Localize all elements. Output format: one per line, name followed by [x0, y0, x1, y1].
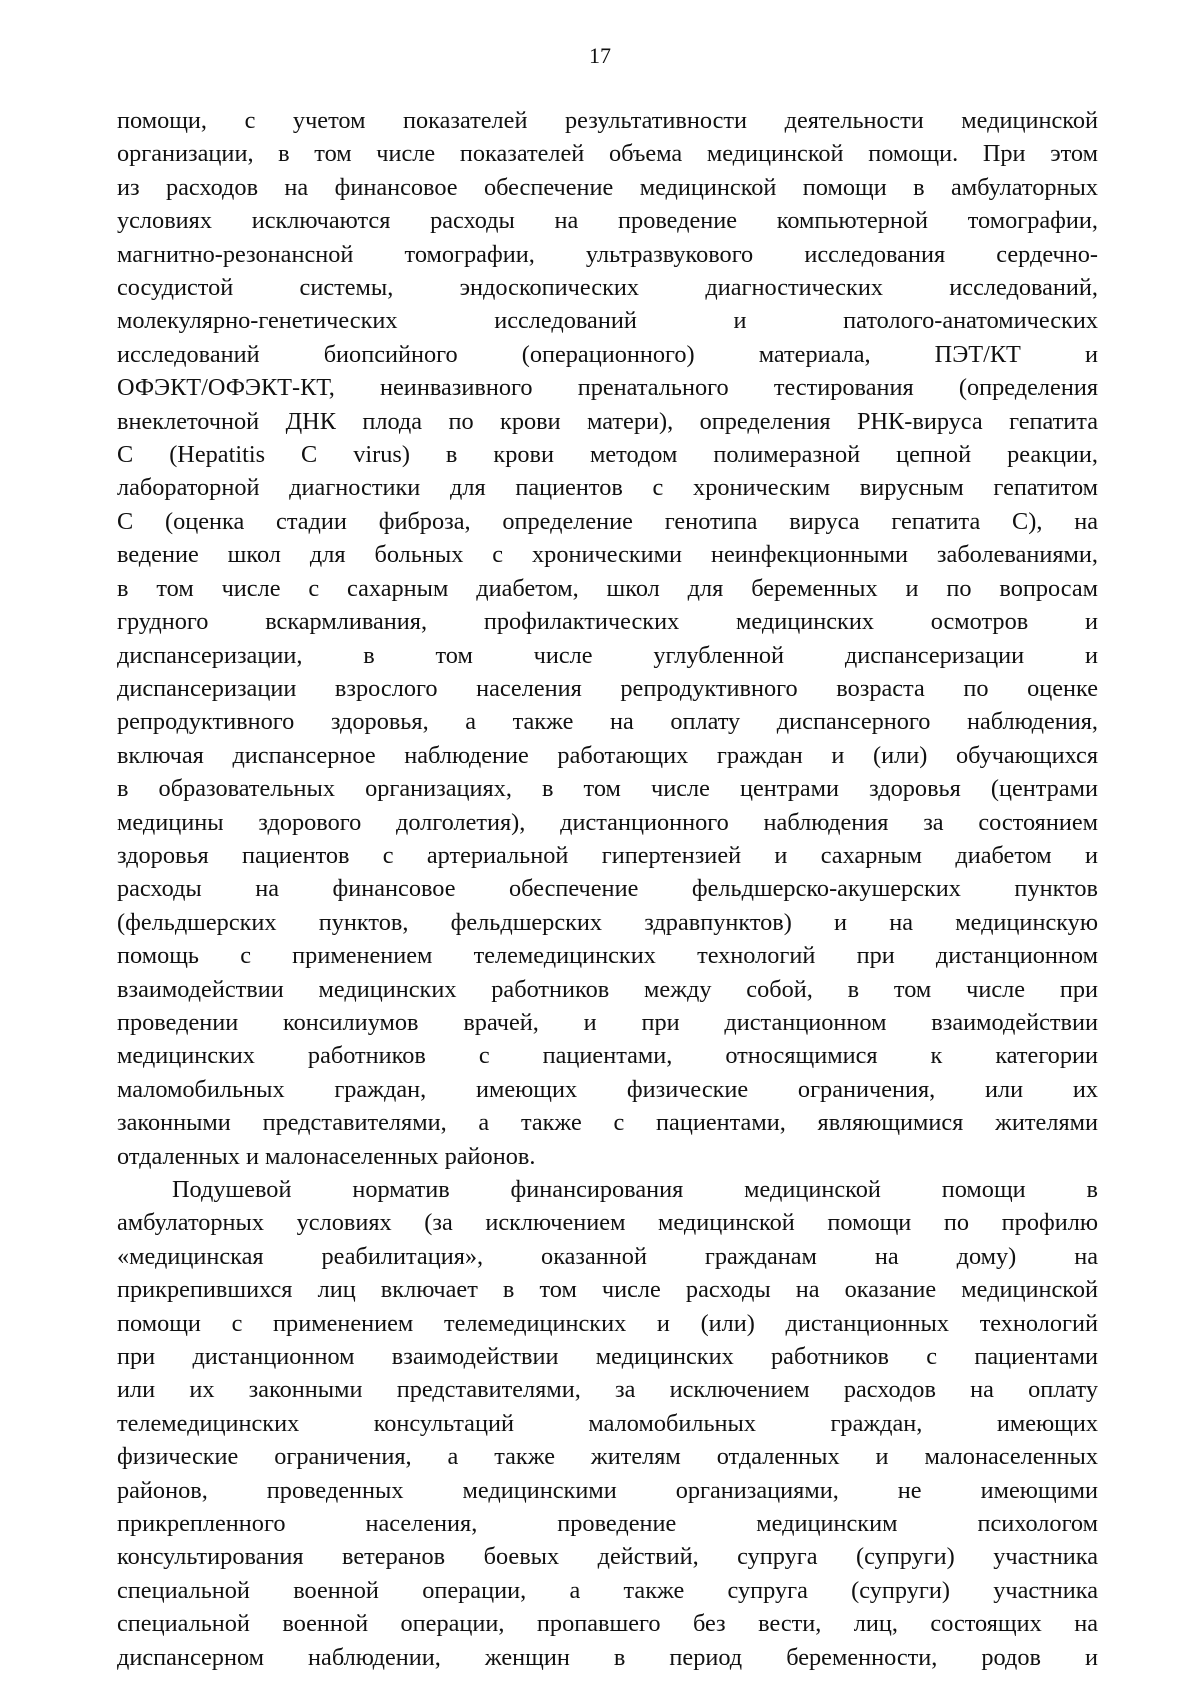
text-line: организации, в том числе показателей объема медицинской помощи. При этом — [117, 140, 1098, 168]
text-line: помощи, с учетом показателей результативности деятельности медицинской — [117, 107, 1098, 134]
text-line: помощь с применением телемедицинских технологий при дистанционном — [117, 942, 1098, 970]
text-line: прикрепленного населения, проведение медицинским психологом — [117, 1510, 1098, 1538]
text-line: внеклеточной ДНК плода по крови матери), определения РНК-вируса гепатита — [117, 407, 1098, 435]
text-line: амбулаторных условиях (за исключением медицинской помощи по профилю — [117, 1209, 1098, 1237]
text-line: консультирования ветеранов боевых действий, супруга (супруги) участника — [117, 1543, 1098, 1571]
text-line: диспансеризации взрослого населения репродуктивного возраста по оценке — [117, 674, 1098, 702]
text-line: грудного вскармливания, профилактических медицинских осмотров и — [117, 608, 1098, 636]
text-line: проведении консилиумов врачей, и при дистанционном взаимодействии — [117, 1008, 1098, 1036]
text-line: специальной военной операции, пропавшего без вести, лиц, состоящих на — [117, 1610, 1098, 1638]
text-line: физические ограничения, а также жителям отдаленных и малонаселенных — [117, 1443, 1098, 1471]
page-number: 17 — [589, 43, 611, 68]
text-line: условиях исключаются расходы на проведение компьютерной томографии, — [117, 207, 1098, 235]
text-line: или их законными представителями, за исключением расходов на оплату — [117, 1376, 1098, 1404]
text-line: медицины здорового долголетия), дистанционного наблюдения за состоянием — [117, 808, 1098, 836]
text-line: С (оценка стадии фиброза, определение генотипа вируса гепатита С), на — [117, 507, 1098, 535]
text-line: телемедицинских консультаций маломобильных граждан, имеющих — [117, 1409, 1098, 1437]
text-line: исследований биопсийного (операционного) материала, ПЭТ/КТ и — [117, 340, 1098, 368]
text-line: медицинских работников с пациентами, относящимися к категории — [117, 1042, 1098, 1070]
text-line: сосудистой системы, эндоскопических диагностических исследований, — [117, 274, 1098, 302]
text-line: «медицинская реабилитация», оказанной гражданам на дому) на — [117, 1242, 1098, 1270]
text-line: расходы на финансовое обеспечение фельдшерско-акушерских пунктов — [117, 875, 1098, 903]
text-line: диспансерном наблюдении, женщин в период беременности, родов и — [117, 1643, 1098, 1671]
text-line: в образовательных организациях, в том числе центрами здоровья (центрами — [117, 775, 1098, 803]
text-line: помощи с применением телемедицинских и (или) дистанционных технологий — [117, 1309, 1098, 1337]
text-line: Подушевой норматив финансирования медицинской помощи в — [172, 1176, 1098, 1203]
text-line: ведение школ для больных с хроническими неинфекционными заболеваниями, — [117, 541, 1098, 569]
document-body — [117, 104, 1098, 1674]
text-line: включая диспансерное наблюдение работающих граждан и (или) обучающихся — [117, 741, 1098, 769]
text-line: из расходов на финансовое обеспечение медицинской помощи в амбулаторных — [117, 173, 1098, 201]
paragraph-1 — [117, 104, 1098, 1173]
text-line: законными представителями, а также с пациентами, являющимися жителями — [117, 1109, 1098, 1137]
text-line: С (Hepatitis С virus) в крови методом полимеразной цепной реакции, — [117, 441, 1098, 469]
text-line: взаимодействии медицинских работников между собой, в том числе при — [117, 975, 1098, 1003]
text-line: прикрепившихся лиц включает в том числе расходы на оказание медицинской — [117, 1276, 1098, 1304]
text-line: диспансеризации, в том числе углубленной диспансеризации и — [117, 641, 1098, 669]
text-line: отдаленных и малонаселенных районов. — [117, 1142, 536, 1170]
text-line: специальной военной операции, а также супруга (супруги) участника — [117, 1576, 1098, 1604]
text-line: при дистанционном взаимодействии медицинских работников с пациентами — [117, 1343, 1098, 1371]
text-line: в том числе с сахарным диабетом, школ для беременных и по вопросам — [117, 574, 1098, 602]
text-line: лабораторной диагностики для пациентов с хроническим вирусным гепатитом — [117, 474, 1098, 502]
text-line: магнитно-резонансной томографии, ультразвукового исследования сердечно- — [117, 240, 1098, 268]
text-line: здоровья пациентов с артериальной гипертензией и сахарным диабетом и — [117, 841, 1098, 869]
text-line: районов, проведенных медицинскими организациями, не имеющими — [117, 1476, 1098, 1504]
text-line: репродуктивного здоровья, а также на оплату диспансерного наблюдения, — [117, 708, 1098, 736]
text-line: ОФЭКТ/ОФЭКТ-КТ, неинвазивного пренатального тестирования (определения — [117, 374, 1098, 402]
paragraph-2 — [117, 1173, 1098, 1674]
text-line: (фельдшерских пунктов, фельдшерских здравпунктов) и на медицинскую — [117, 908, 1098, 936]
text-line: маломобильных граждан, имеющих физические ограничения, или их — [117, 1075, 1098, 1103]
text-line: молекулярно-генетических исследований и патолого-анатомических — [117, 307, 1098, 335]
